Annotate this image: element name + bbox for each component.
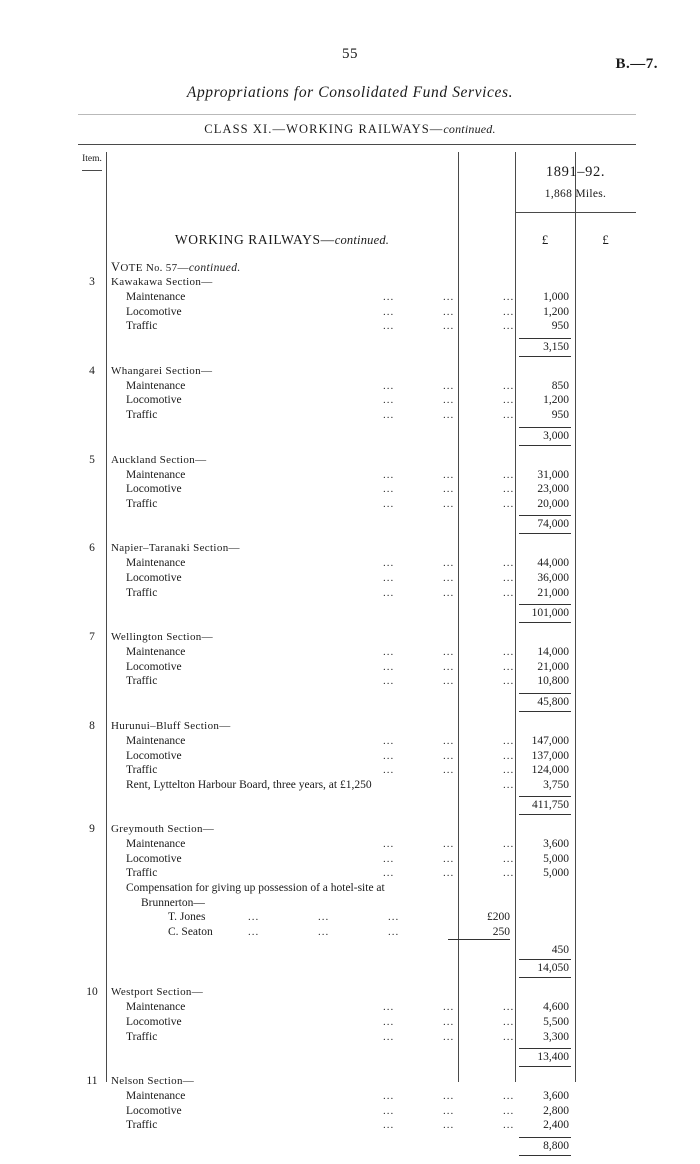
leader-dots: ... xyxy=(248,911,260,924)
leader-dots: ... xyxy=(443,468,455,481)
row-label: Locomotive xyxy=(126,660,182,673)
item-number: 5 xyxy=(89,453,95,466)
leader-dots: ... xyxy=(383,867,395,880)
row-amount: 21,000 xyxy=(537,586,569,599)
table-row xyxy=(78,661,636,676)
row-label: Traffic xyxy=(126,867,158,880)
leader-dots: ... xyxy=(383,586,395,599)
row-amount: 14,000 xyxy=(537,646,569,659)
row-label: Traffic xyxy=(126,408,158,421)
group-title: Auckland Section— xyxy=(111,453,207,466)
section-heading xyxy=(106,232,458,248)
row-label: Maintenance xyxy=(126,838,186,851)
leader-dots: ... xyxy=(318,925,330,938)
row-amount: 1,000 xyxy=(543,291,569,303)
leader-dots: ... xyxy=(383,497,395,510)
row-label: Maintenance xyxy=(126,1090,186,1103)
leader-dots: ... xyxy=(503,778,515,791)
table-row xyxy=(78,587,636,602)
row-label: Maintenance xyxy=(126,1001,186,1014)
leader-dots: ... xyxy=(503,675,515,688)
vote-row xyxy=(78,260,636,276)
group-total-amount: 45,800 xyxy=(537,695,569,708)
row-label: Traffic xyxy=(126,1119,158,1132)
leader-dots: ... xyxy=(503,660,515,673)
row-label: Traffic xyxy=(126,320,158,333)
class-title xyxy=(0,122,700,137)
table-row xyxy=(78,498,636,513)
row-label: Maintenance xyxy=(126,379,186,392)
section-heading-text: WORKING RAILWAYS— xyxy=(174,232,335,247)
leader-dots: ... xyxy=(383,646,395,659)
row-spacer xyxy=(78,1066,636,1075)
row-spacer xyxy=(78,977,636,986)
currency-symbol-2: £ xyxy=(602,232,609,247)
leader-dots: ... xyxy=(443,408,455,421)
row-amount: 850 xyxy=(551,379,569,392)
group-total-row xyxy=(78,796,636,814)
group-total-row xyxy=(78,515,636,533)
leader-dots: ... xyxy=(388,911,400,924)
leader-dots: ... xyxy=(503,764,515,777)
item-column-header-rule xyxy=(82,170,102,171)
table-row xyxy=(78,306,636,321)
group-total-row xyxy=(78,338,636,356)
leader-dots: ... xyxy=(383,571,395,584)
leader-dots: ... xyxy=(383,1119,395,1132)
total-rule-above xyxy=(519,604,571,605)
leader-dots: ... xyxy=(383,660,395,673)
leader-dots: ... xyxy=(383,1016,395,1029)
leader-dots: ... xyxy=(383,1030,395,1043)
leader-dots: ... xyxy=(443,586,455,599)
total-rule-below xyxy=(519,533,571,534)
item-number: 6 xyxy=(89,542,95,555)
leader-dots: ... xyxy=(503,867,515,880)
group-title: Hurunui–Bluff Section— xyxy=(111,719,231,732)
item-number: 3 xyxy=(89,276,95,288)
row-amount: 5,000 xyxy=(543,867,569,880)
leader-dots: ... xyxy=(503,646,515,659)
group-total-amount: 101,000 xyxy=(531,607,569,620)
item-column-header: Item. xyxy=(82,154,102,164)
sub-total-rule xyxy=(448,939,510,940)
group-title: Westport Section— xyxy=(111,986,204,999)
table-row xyxy=(78,1105,636,1120)
leader-dots: ... xyxy=(503,557,515,570)
section-heading-continued: continued. xyxy=(334,233,390,247)
leader-dots: ... xyxy=(443,867,455,880)
leader-dots: ... xyxy=(503,320,515,333)
group-total-amount: 14,050 xyxy=(537,962,569,975)
total-rule-above xyxy=(519,959,571,960)
leader-dots: ... xyxy=(443,320,455,333)
leader-dots: ... xyxy=(383,408,395,421)
row-label: Traffic xyxy=(126,586,158,599)
leader-dots: ... xyxy=(443,764,455,777)
miles-label: 1,868 Miles. xyxy=(544,188,607,200)
table-row xyxy=(78,1119,636,1134)
table-row xyxy=(78,675,636,690)
table-row xyxy=(78,394,636,409)
row-label: Maintenance xyxy=(126,468,186,481)
class-title-continued: continued. xyxy=(443,122,496,136)
appropriations-table xyxy=(78,152,636,1152)
table-row xyxy=(78,1016,636,1031)
leader-dots: ... xyxy=(443,734,455,747)
row-amount: 250 xyxy=(492,925,510,938)
group-title-row xyxy=(78,986,636,1001)
group-title: Nelson Section— xyxy=(111,1075,195,1088)
leader-dots: ... xyxy=(318,911,330,924)
leader-dots: ... xyxy=(383,1090,395,1103)
group-total-row xyxy=(78,604,636,622)
leader-dots: ... xyxy=(503,291,515,303)
leader-dots: ... xyxy=(443,379,455,392)
row-label: Brunnerton— xyxy=(141,896,205,909)
table-rows xyxy=(78,260,636,1164)
leader-dots: ... xyxy=(443,838,455,851)
table-row xyxy=(78,572,636,587)
sub-total-row xyxy=(78,940,636,956)
leader-dots: ... xyxy=(248,925,260,938)
row-spacer xyxy=(78,445,636,454)
item-number: 8 xyxy=(89,719,95,732)
group-title: Napier–Taranaki Section— xyxy=(111,542,240,555)
group-total-amount: 74,000 xyxy=(537,518,569,531)
row-label: Locomotive xyxy=(126,749,182,762)
table-row xyxy=(78,1031,636,1046)
row-amount: 10,800 xyxy=(537,675,569,688)
group-title: Whangarei Section— xyxy=(111,364,213,377)
row-label: Maintenance xyxy=(126,557,186,570)
row-label: Locomotive xyxy=(126,1016,182,1029)
group-total-row xyxy=(78,959,636,977)
row-label: Locomotive xyxy=(126,394,182,407)
row-amount: 4,600 xyxy=(543,1001,569,1014)
leader-dots: ... xyxy=(383,557,395,570)
table-row xyxy=(78,291,636,306)
leader-dots: ... xyxy=(443,749,455,762)
leader-dots: ... xyxy=(503,1090,515,1103)
leader-dots: ... xyxy=(503,734,515,747)
leader-dots: ... xyxy=(503,571,515,584)
total-rule-above xyxy=(519,427,571,428)
currency-symbol-1: £ xyxy=(541,232,549,247)
total-rule-below xyxy=(519,1155,571,1156)
total-rule-below xyxy=(519,622,571,623)
row-amount: 2,800 xyxy=(543,1104,569,1117)
item-number: 11 xyxy=(86,1075,98,1088)
leader-dots: ... xyxy=(383,675,395,688)
row-amount: 1,200 xyxy=(543,394,569,407)
leader-dots: ... xyxy=(503,1119,515,1132)
leader-dots: ... xyxy=(383,305,395,318)
table-row xyxy=(78,1001,636,1016)
row-spacer xyxy=(78,1155,636,1164)
leader-dots: ... xyxy=(383,394,395,407)
table-row xyxy=(78,853,636,868)
leader-dots: ... xyxy=(443,394,455,407)
leader-dots: ... xyxy=(383,291,395,303)
group-title: Greymouth Section— xyxy=(111,823,215,836)
leader-dots: ... xyxy=(503,1016,515,1029)
row-amount: 31,000 xyxy=(537,468,569,481)
leader-dots: ... xyxy=(503,1104,515,1117)
row-amount: 147,000 xyxy=(531,734,569,747)
row-label: Maintenance xyxy=(126,291,186,303)
row-label: Traffic xyxy=(126,1030,158,1043)
leader-dots: ... xyxy=(383,838,395,851)
total-rule-below xyxy=(519,356,571,357)
leader-dots: ... xyxy=(443,497,455,510)
page-number: 55 xyxy=(342,46,358,62)
leader-dots: ... xyxy=(443,571,455,584)
table-row xyxy=(78,926,636,941)
group-total-amount: 3,000 xyxy=(543,429,569,442)
leader-dots: ... xyxy=(383,1104,395,1117)
leader-dots: ... xyxy=(503,1001,515,1014)
row-label: Traffic xyxy=(126,675,158,688)
leader-dots: ... xyxy=(503,586,515,599)
row-amount: 3,750 xyxy=(543,778,569,791)
leader-dots: ... xyxy=(383,852,395,865)
group-title: Wellington Section— xyxy=(111,631,214,644)
leader-dots: ... xyxy=(443,660,455,673)
leader-dots: ... xyxy=(383,764,395,777)
table-row xyxy=(78,882,636,897)
row-amount: 23,000 xyxy=(537,483,569,496)
table-row xyxy=(78,779,636,794)
table-row xyxy=(78,320,636,335)
row-spacer xyxy=(78,814,636,823)
total-rule-below xyxy=(519,977,571,978)
row-label: Traffic xyxy=(126,764,158,777)
item-number: 7 xyxy=(89,631,95,644)
leader-dots: ... xyxy=(443,1016,455,1029)
group-total-amount: 411,750 xyxy=(532,799,569,812)
leader-dots: ... xyxy=(503,468,515,481)
row-label: Locomotive xyxy=(126,571,182,584)
class-title-text: CLASS XI.—WORKING RAILWAYS— xyxy=(204,122,444,136)
group-total-amount: 8,800 xyxy=(543,1140,569,1152)
row-label: C. Seaton xyxy=(168,925,213,938)
total-rule-below xyxy=(519,814,571,815)
leader-dots: ... xyxy=(443,646,455,659)
table-row xyxy=(78,483,636,498)
table-row xyxy=(78,897,636,912)
row-amount: 20,000 xyxy=(537,497,569,510)
row-label: Rent, Lyttelton Harbour Board, three years, at £1,250 xyxy=(126,778,372,791)
row-label: Locomotive xyxy=(126,305,182,318)
leader-dots: ... xyxy=(503,379,515,392)
table-row xyxy=(78,1090,636,1105)
sub-total-amount: 450 xyxy=(551,944,569,957)
leader-dots: ... xyxy=(503,497,515,510)
row-label: T. Jones xyxy=(168,911,206,924)
row-spacer xyxy=(78,356,636,365)
row-label: Traffic xyxy=(126,497,158,510)
row-amount: 3,300 xyxy=(543,1030,569,1043)
row-amount: 2,400 xyxy=(543,1119,569,1132)
leader-dots: ... xyxy=(388,925,400,938)
row-amount: 21,000 xyxy=(537,660,569,673)
row-label: Compensation for giving up possession of a hotel-site at xyxy=(126,882,385,895)
table-row xyxy=(78,380,636,395)
table-row xyxy=(78,764,636,779)
leader-dots: ... xyxy=(503,852,515,865)
leader-dots: ... xyxy=(383,483,395,496)
total-rule-above xyxy=(519,1137,571,1138)
year-column-header xyxy=(515,164,636,200)
group-title-row xyxy=(78,454,636,469)
leader-dots: ... xyxy=(383,320,395,333)
leader-dots: ... xyxy=(383,379,395,392)
leader-dots: ... xyxy=(503,394,515,407)
document-reference: B.—7. xyxy=(615,56,658,72)
total-rule-above xyxy=(519,338,571,339)
group-total-row xyxy=(78,1137,636,1155)
running-title: Appropriations for Consolidated Fund Services. xyxy=(186,84,514,101)
row-label: Maintenance xyxy=(126,646,186,659)
total-rule-above xyxy=(519,693,571,694)
group-title-row xyxy=(78,276,636,291)
leader-dots: ... xyxy=(503,305,515,318)
total-rule-above xyxy=(519,796,571,797)
total-rule-below xyxy=(519,1066,571,1067)
leader-dots: ... xyxy=(443,557,455,570)
row-amount: 124,000 xyxy=(531,764,569,777)
leader-dots: ... xyxy=(443,1001,455,1014)
row-amount: 1,200 xyxy=(543,305,569,318)
group-total-row xyxy=(78,1048,636,1066)
table-row xyxy=(78,557,636,572)
row-spacer xyxy=(78,533,636,542)
vote-label: VOTE No. 57—continued. xyxy=(111,260,241,274)
group-title-row xyxy=(78,823,636,838)
group-title-row xyxy=(78,631,636,646)
year-header-rule xyxy=(515,212,636,213)
group-total-amount: 3,150 xyxy=(543,340,569,353)
leader-dots: ... xyxy=(503,408,515,421)
group-title-row xyxy=(78,365,636,380)
row-amount: 3,600 xyxy=(543,838,569,851)
table-row xyxy=(78,735,636,750)
table-row xyxy=(78,750,636,765)
row-label: Locomotive xyxy=(126,483,182,496)
total-rule-below xyxy=(519,445,571,446)
item-number: 4 xyxy=(89,364,95,377)
row-amount: 5,000 xyxy=(543,852,569,865)
group-title-row xyxy=(78,1075,636,1090)
row-amount: 950 xyxy=(551,408,569,421)
table-row xyxy=(78,838,636,853)
leader-dots: ... xyxy=(383,468,395,481)
leader-dots: ... xyxy=(443,675,455,688)
table-row xyxy=(78,469,636,484)
total-rule-above xyxy=(519,1048,571,1049)
leader-dots: ... xyxy=(443,1104,455,1117)
group-total-row xyxy=(78,693,636,711)
leader-dots: ... xyxy=(443,305,455,318)
row-amount: 5,500 xyxy=(543,1016,569,1029)
leader-dots: ... xyxy=(503,838,515,851)
group-title: Kawakawa Section— xyxy=(111,276,213,288)
row-label: Locomotive xyxy=(126,1104,182,1117)
leader-dots: ... xyxy=(503,1030,515,1043)
divider-top xyxy=(78,114,636,115)
row-amount: £200 xyxy=(487,911,510,924)
item-number: 10 xyxy=(86,986,98,999)
row-spacer xyxy=(78,711,636,720)
leader-dots: ... xyxy=(383,734,395,747)
leader-dots: ... xyxy=(503,483,515,496)
leader-dots: ... xyxy=(443,1119,455,1132)
leader-dots: ... xyxy=(443,1030,455,1043)
leader-dots: ... xyxy=(383,749,395,762)
group-title-row xyxy=(78,542,636,557)
leader-dots: ... xyxy=(383,1001,395,1014)
total-rule-above xyxy=(519,515,571,516)
table-row xyxy=(78,867,636,882)
row-amount: 137,000 xyxy=(531,749,569,762)
total-rule-below xyxy=(519,711,571,712)
item-number: 9 xyxy=(89,823,95,836)
row-amount: 36,000 xyxy=(537,571,569,584)
divider-under-class-title xyxy=(78,144,636,145)
row-label: Maintenance xyxy=(126,734,186,747)
row-amount: 3,600 xyxy=(543,1090,569,1103)
group-total-amount: 13,400 xyxy=(537,1051,569,1064)
row-amount: 44,000 xyxy=(537,557,569,570)
row-label: Locomotive xyxy=(126,852,182,865)
table-row xyxy=(78,646,636,661)
leader-dots: ... xyxy=(443,483,455,496)
leader-dots: ... xyxy=(503,749,515,762)
leader-dots: ... xyxy=(443,852,455,865)
row-amount: 950 xyxy=(551,320,569,333)
table-row xyxy=(78,911,636,926)
leader-dots: ... xyxy=(443,1090,455,1103)
table-row xyxy=(78,409,636,424)
group-title-row xyxy=(78,720,636,735)
group-total-row xyxy=(78,427,636,445)
row-spacer xyxy=(78,622,636,631)
leader-dots: ... xyxy=(443,291,455,303)
year-label: 1891–92. xyxy=(545,164,606,180)
